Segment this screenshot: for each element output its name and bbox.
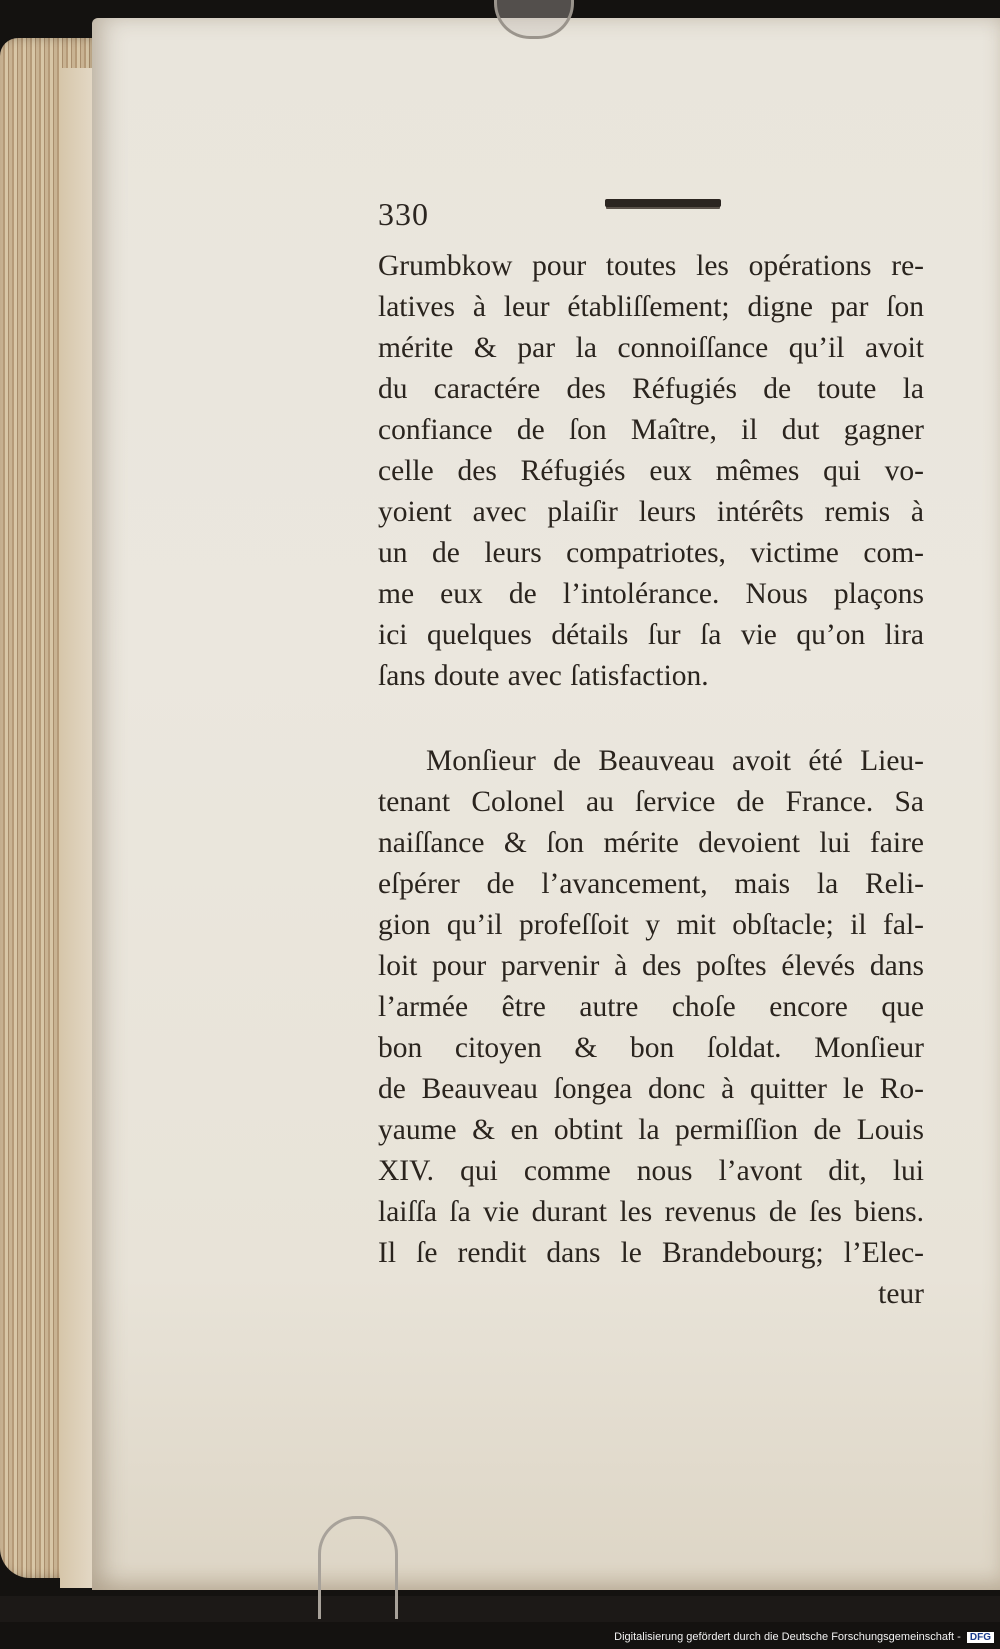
text-line: mérite & par la connoiſſance qu’il avoit xyxy=(378,332,924,364)
text-line: XIV. qui comme nous l’avont dit, lui xyxy=(378,1155,924,1187)
text-line: un de leurs compatriotes, victime com- xyxy=(378,537,924,569)
header-rule xyxy=(605,199,721,207)
paragraph-2 xyxy=(378,741,924,1274)
text-line: ici quelques détails ſur ſa vie qu’on lira xyxy=(378,619,924,651)
text-line: latives à leur établiſſement; digne par ſon xyxy=(378,291,924,323)
paragraph-1 xyxy=(378,246,924,697)
text-line: yaume & en obtint la permiſſion de Louis xyxy=(378,1114,924,1146)
digitization-credit xyxy=(614,1631,994,1643)
page-number: 330 xyxy=(378,196,429,232)
scanner-background xyxy=(0,1596,1000,1622)
text-line: me eux de l’intolérance. Nous plaçons xyxy=(378,578,924,610)
text-line: du caractére des Réfugiés de toute la xyxy=(378,373,924,405)
text-line: tenant Colonel au ſervice de France. Sa xyxy=(378,786,924,818)
text-line: gion qu’il profeſſoit y mit obſtacle; il fal- xyxy=(378,909,924,941)
page-edges xyxy=(0,38,100,1578)
dfg-logo: DFG xyxy=(967,1632,994,1643)
text-line: Il ſe rendit dans le Brandebourg; l’Elec- xyxy=(378,1237,924,1269)
text-line: Grumbkow pour toutes les opérations re- xyxy=(378,250,924,282)
text-line: celle des Réfugiés eux mêmes qui vo- xyxy=(378,455,924,487)
page-text xyxy=(378,246,924,1315)
text-line: Monſieur de Beauveau avoit été Lieu- xyxy=(426,745,924,777)
text-line: yoient avec plaiſir leurs intérêts remis à xyxy=(378,496,924,528)
text-line: laiſſa ſa vie durant les revenus de ſes biens. xyxy=(378,1196,924,1228)
catchword: teur xyxy=(878,1278,924,1310)
text-line: confiance de ſon Maître, il dut gagner xyxy=(378,414,924,446)
credit-text: Digitalisierung gefördert durch die Deutsche Forschungsgemeinschaft - xyxy=(614,1631,961,1643)
text-line: ſans doute avec ſatisfaction. xyxy=(378,660,709,692)
text-line: de Beauveau ſongea donc à quitter le Ro- xyxy=(378,1073,924,1105)
text-line: loit pour parvenir à des poſtes élevés dans xyxy=(378,950,924,982)
text-line: l’armée être autre choſe encore que xyxy=(378,991,924,1023)
text-line: bon citoyen & bon ſoldat. Monſieur xyxy=(378,1032,924,1064)
text-line: eſpérer de l’avancement, mais la Reli- xyxy=(378,868,924,900)
bottom-page-clip xyxy=(318,1516,398,1619)
text-line: naiſſance & ſon mérite devoient lui faire xyxy=(378,827,924,859)
